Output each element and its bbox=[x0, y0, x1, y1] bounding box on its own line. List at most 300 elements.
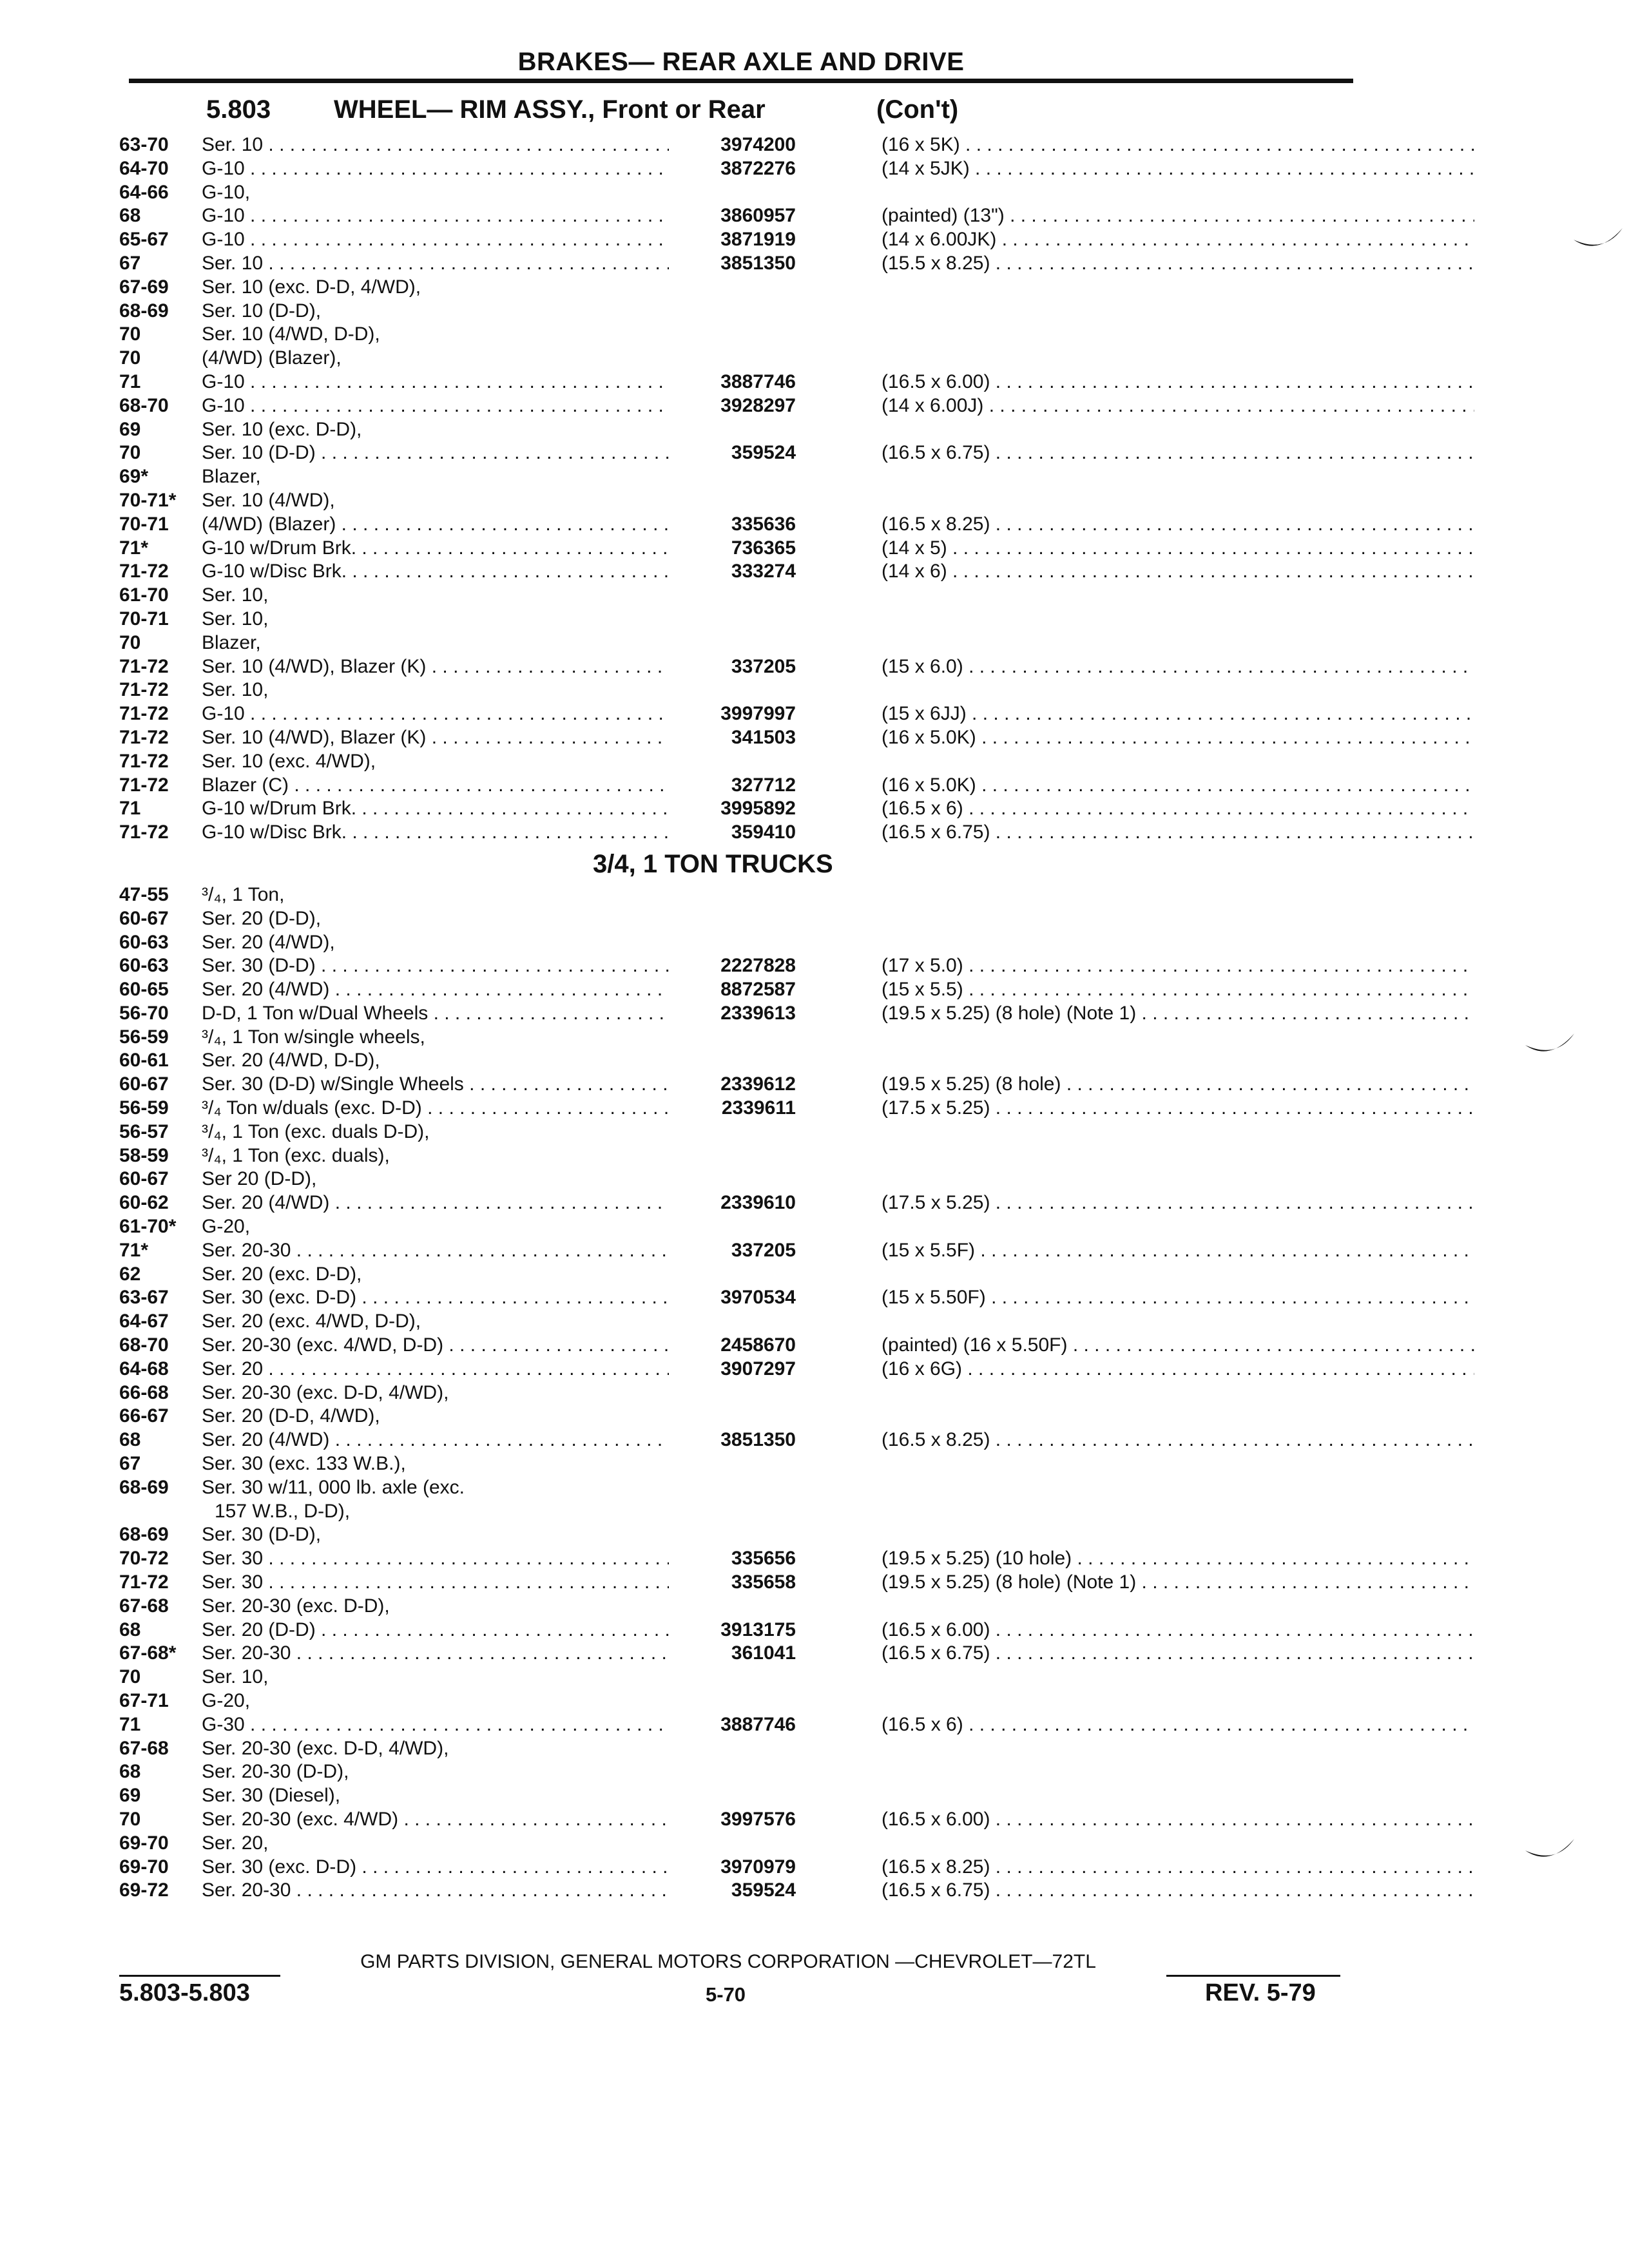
application-description: Ser. 30 (exc. D-D) . . . bbox=[202, 1856, 669, 1879]
parts-row bbox=[119, 1002, 1376, 1026]
part-number: 2339611 bbox=[721, 1097, 796, 1119]
part-number: 3997997 bbox=[720, 703, 796, 725]
application-description: Ser. 20 (4/WD) . . . bbox=[202, 1428, 669, 1452]
parts-row bbox=[119, 1452, 1376, 1476]
parts-row bbox=[119, 418, 1376, 442]
application-description: Ser. 30 (exc. 133 W.B.), bbox=[202, 1453, 406, 1475]
part-number: 736365 bbox=[731, 537, 796, 559]
application-description: Ser. 20 (4/WD) . . . bbox=[202, 1191, 669, 1215]
parts-row bbox=[119, 1856, 1376, 1879]
parts-row bbox=[119, 252, 1376, 276]
model-years: 69-70 bbox=[119, 1856, 169, 1878]
parts-row bbox=[119, 1334, 1376, 1358]
model-years: 71-72 bbox=[119, 822, 169, 843]
parts-row bbox=[119, 489, 1376, 513]
model-years: 68-70 bbox=[119, 394, 169, 416]
application-description: ³/₄, 1 Ton (exc. duals), bbox=[202, 1144, 390, 1166]
part-number: 335658 bbox=[731, 1571, 796, 1593]
model-years: 68-69 bbox=[119, 1524, 169, 1546]
application-description: Ser. 30 . . . bbox=[202, 1571, 669, 1595]
part-number: 333274 bbox=[731, 561, 796, 582]
wheel-size-note: (15 x 5.5F) . . . bbox=[882, 1239, 1474, 1263]
parts-row bbox=[119, 1381, 1376, 1405]
parts-row bbox=[119, 1713, 1376, 1737]
application-description: Ser. 10 (D-D), bbox=[202, 300, 322, 322]
part-number: 359524 bbox=[731, 1879, 796, 1901]
parts-row bbox=[119, 1760, 1376, 1784]
wheel-size-note: (16.5 x 6.75) . . . bbox=[882, 821, 1474, 845]
model-years: 63-70 bbox=[119, 134, 169, 155]
model-years: 71 bbox=[119, 1713, 141, 1735]
parts-row bbox=[119, 276, 1376, 300]
application-description: G-10 w/Drum Brk. . . . bbox=[202, 537, 669, 561]
parts-row bbox=[119, 441, 1376, 465]
model-years: 71-72 bbox=[119, 655, 169, 677]
wheel-size-note: (16.5 x 6.00) . . . bbox=[882, 370, 1474, 394]
wheel-size-note: (16.5 x 6.00) . . . bbox=[882, 1619, 1474, 1642]
model-years: 62 bbox=[119, 1263, 141, 1285]
model-years: 71* bbox=[119, 1239, 149, 1261]
parts-row bbox=[119, 1239, 1376, 1263]
binder-hole-mark bbox=[1524, 1031, 1576, 1061]
parts-row bbox=[119, 157, 1376, 181]
parts-row bbox=[119, 774, 1376, 798]
model-years: 69* bbox=[119, 466, 149, 488]
model-years: 70-71* bbox=[119, 489, 177, 511]
application-description: Ser. 20-30 (exc. D-D), bbox=[202, 1595, 390, 1617]
application-description: Ser. 30 (Diesel), bbox=[202, 1785, 341, 1807]
model-years: 70 bbox=[119, 1808, 141, 1830]
wheel-size-note: (19.5 x 5.25) (8 hole) (Note 1) . . . bbox=[882, 1571, 1474, 1595]
parts-row bbox=[119, 1832, 1376, 1856]
part-number: 3887746 bbox=[720, 370, 796, 392]
wheel-size-note: (painted) (13") . . . bbox=[882, 204, 1474, 228]
wheel-size-note: (14 x 6) . . . bbox=[882, 560, 1474, 584]
part-number: 3970534 bbox=[720, 1287, 796, 1309]
section-number: 5.803 bbox=[206, 95, 271, 124]
wheel-size-note: (19.5 x 5.25) (8 hole) . . . bbox=[882, 1073, 1474, 1097]
application-description: G-10 . . . bbox=[202, 157, 669, 181]
application-description: G-10 . . . bbox=[202, 394, 669, 418]
application-description: G-30 . . . bbox=[202, 1713, 669, 1737]
application-description: ³/₄, 1 Ton, bbox=[202, 883, 285, 905]
application-description: G-10 . . . bbox=[202, 702, 669, 726]
parts-row bbox=[119, 608, 1376, 631]
parts-row bbox=[119, 678, 1376, 702]
parts-row bbox=[119, 655, 1376, 679]
parts-row bbox=[119, 1168, 1376, 1191]
wheel-size-note: (16 x 5.0K) . . . bbox=[882, 774, 1474, 798]
application-description: 157 W.B., D-D), bbox=[215, 1500, 351, 1522]
model-years: 71-72 bbox=[119, 774, 169, 796]
wheel-size-note: (painted) (16 x 5.50F) . . . bbox=[882, 1334, 1474, 1358]
model-years: 70-71 bbox=[119, 608, 169, 629]
application-description: Ser. 20 (D-D), bbox=[202, 907, 322, 929]
application-description: Blazer, bbox=[202, 466, 261, 488]
parts-row bbox=[119, 323, 1376, 347]
parts-row bbox=[119, 1049, 1376, 1073]
application-description: G-10 . . . bbox=[202, 228, 669, 252]
application-description: Ser. 10 (4/WD), bbox=[202, 489, 335, 511]
parts-row bbox=[119, 1215, 1376, 1239]
part-number: 3970979 bbox=[720, 1856, 796, 1878]
parts-row bbox=[119, 1689, 1376, 1713]
section-heading bbox=[206, 95, 1366, 131]
application-description: G-20, bbox=[202, 1690, 251, 1711]
model-years: 68 bbox=[119, 1429, 141, 1451]
model-years: 56-59 bbox=[119, 1097, 169, 1119]
application-description: Ser. 20 (exc. 4/WD, D-D), bbox=[202, 1311, 421, 1332]
wheel-size-note: (16.5 x 6.75) . . . bbox=[882, 1642, 1474, 1666]
parts-row bbox=[119, 1619, 1376, 1642]
model-years: 61-70* bbox=[119, 1216, 177, 1238]
part-number: 3871919 bbox=[720, 229, 796, 251]
parts-row bbox=[119, 1642, 1376, 1666]
model-years: 68 bbox=[119, 1619, 141, 1640]
application-description: Ser. 20-30 (D-D), bbox=[202, 1761, 349, 1783]
application-description: Ser 20 (D-D), bbox=[202, 1168, 317, 1190]
model-years: 70-71 bbox=[119, 513, 169, 535]
model-years: 70 bbox=[119, 442, 141, 464]
parts-row bbox=[119, 750, 1376, 774]
application-description: ³/₄, 1 Ton w/single wheels, bbox=[202, 1026, 425, 1048]
footer-revision: REV. 5-79 bbox=[1205, 1979, 1316, 2006]
wheel-size-note: (16.5 x 8.25) . . . bbox=[882, 1856, 1474, 1879]
application-description: G-10 w/Drum Brk. . . . bbox=[202, 797, 669, 821]
parts-row bbox=[119, 465, 1376, 489]
application-description: Ser. 30 (exc. D-D) . . . bbox=[202, 1286, 669, 1310]
application-description: Ser. 30 (D-D), bbox=[202, 1524, 322, 1546]
model-years: 67-69 bbox=[119, 276, 169, 298]
parts-row bbox=[119, 1595, 1376, 1619]
model-years: 66-68 bbox=[119, 1381, 169, 1403]
application-description: Ser. 20 (4/WD, D-D), bbox=[202, 1050, 380, 1072]
application-description: D-D, 1 Ton w/Dual Wheels . . . bbox=[202, 1002, 669, 1026]
application-description: Ser. 10 (4/WD), Blazer (K) . . . bbox=[202, 655, 669, 679]
model-years: 67-68 bbox=[119, 1595, 169, 1617]
part-number: 335656 bbox=[731, 1548, 796, 1570]
parts-row bbox=[119, 584, 1376, 608]
model-years: 68 bbox=[119, 1761, 141, 1783]
parts-row bbox=[119, 1286, 1376, 1310]
part-number: 3995892 bbox=[720, 798, 796, 820]
model-years: 71* bbox=[119, 537, 149, 559]
wheel-size-note: (16.5 x 6) . . . bbox=[882, 797, 1474, 821]
wheel-size-note: (17 x 5.0) . . . bbox=[882, 954, 1474, 978]
wheel-size-note: (14 x 6.00J) . . . bbox=[882, 394, 1474, 418]
model-years: 68 bbox=[119, 205, 141, 227]
part-number: 2339612 bbox=[720, 1073, 796, 1095]
parts-row bbox=[119, 954, 1376, 978]
application-description: ³/₄, 1 Ton (exc. duals D-D), bbox=[202, 1120, 430, 1142]
model-years: 60-65 bbox=[119, 979, 169, 1001]
application-description: Ser. 20-30 (exc. D-D, 4/WD), bbox=[202, 1737, 449, 1759]
application-description: Ser. 20 (4/WD), bbox=[202, 931, 335, 953]
parts-row bbox=[119, 797, 1376, 821]
application-description: Ser. 20 (4/WD) . . . bbox=[202, 978, 669, 1002]
parts-row bbox=[119, 228, 1376, 252]
parts-row bbox=[119, 1358, 1376, 1381]
model-years: 70-72 bbox=[119, 1548, 169, 1570]
wheel-size-note: (16.5 x 6.00) . . . bbox=[882, 1808, 1474, 1832]
model-years: 65-67 bbox=[119, 229, 169, 251]
footer-corporation: GM PARTS DIVISION, GENERAL MOTORS CORPORATION —CHEVROLET—72TL bbox=[360, 1951, 1096, 1972]
binder-hole-mark bbox=[1572, 226, 1624, 255]
model-years: 67 bbox=[119, 252, 141, 274]
parts-row bbox=[119, 1571, 1376, 1595]
wheel-size-note: (15 x 6.0) . . . bbox=[882, 655, 1474, 679]
parts-row bbox=[119, 1405, 1376, 1428]
application-description: ³/₄ Ton w/duals (exc. D-D) . . . bbox=[202, 1097, 669, 1120]
model-years: 71-72 bbox=[119, 1571, 169, 1593]
parts-row bbox=[119, 1500, 1376, 1524]
wheel-size-note: (15 x 6JJ) . . . bbox=[882, 702, 1474, 726]
parts-row bbox=[119, 370, 1376, 394]
application-description: Ser. 30 . . . bbox=[202, 1547, 669, 1571]
wheel-size-note: (14 x 5) . . . bbox=[882, 537, 1474, 561]
parts-row bbox=[119, 560, 1376, 584]
application-description: Blazer, bbox=[202, 631, 261, 653]
application-description: Ser. 20 (exc. D-D), bbox=[202, 1263, 362, 1285]
model-years: 63-67 bbox=[119, 1287, 169, 1309]
application-description: Ser. 10, bbox=[202, 679, 269, 701]
wheel-size-note: (16 x 5K) . . . bbox=[882, 133, 1474, 157]
application-description: Ser. 20-30 (exc. 4/WD, D-D) . . . bbox=[202, 1334, 669, 1358]
parts-row bbox=[119, 1120, 1376, 1144]
part-number: 3913175 bbox=[720, 1619, 796, 1640]
part-number: 327712 bbox=[731, 774, 796, 796]
parts-row bbox=[119, 907, 1376, 931]
application-description: Ser. 10 (exc. 4/WD), bbox=[202, 750, 376, 772]
parts-row bbox=[119, 1428, 1376, 1452]
part-number: 3851350 bbox=[720, 252, 796, 274]
model-years: 71-72 bbox=[119, 750, 169, 772]
subheading-row bbox=[119, 845, 1376, 883]
application-description: Ser. 20-30 . . . bbox=[202, 1642, 669, 1666]
part-number: 2227828 bbox=[720, 955, 796, 977]
parts-row bbox=[119, 513, 1376, 537]
application-description: Ser. 20 (D-D) . . . bbox=[202, 1619, 669, 1642]
model-years: 71-72 bbox=[119, 703, 169, 725]
parts-row bbox=[119, 537, 1376, 561]
model-years: 67-71 bbox=[119, 1690, 169, 1711]
parts-row bbox=[119, 1737, 1376, 1761]
application-description: Ser. 10 . . . bbox=[202, 252, 669, 276]
wheel-size-note: (19.5 x 5.25) (10 hole) . . . bbox=[882, 1547, 1474, 1571]
parts-row bbox=[119, 931, 1376, 955]
model-years: 71-72 bbox=[119, 726, 169, 748]
part-number: 361041 bbox=[731, 1642, 796, 1664]
parts-row bbox=[119, 1523, 1376, 1547]
application-description: Ser. 20-30 (exc. 4/WD) . . . bbox=[202, 1808, 669, 1832]
wheel-size-note: (16 x 5.0K) . . . bbox=[882, 726, 1474, 750]
application-description: Ser. 30 w/11, 000 lb. axle (exc. bbox=[202, 1476, 465, 1498]
application-description: Ser. 20, bbox=[202, 1832, 269, 1854]
parts-row bbox=[119, 1666, 1376, 1689]
model-years: 69-72 bbox=[119, 1879, 169, 1901]
application-description: Ser. 20-30 . . . bbox=[202, 1239, 669, 1263]
parts-row bbox=[119, 181, 1376, 205]
parts-row bbox=[119, 883, 1376, 907]
application-description: Ser. 20 (D-D, 4/WD), bbox=[202, 1405, 380, 1427]
model-years: 60-63 bbox=[119, 931, 169, 953]
part-number: 8872587 bbox=[720, 979, 796, 1001]
wheel-size-note: (16.5 x 8.25) . . . bbox=[882, 1428, 1474, 1452]
application-description: (4/WD) (Blazer), bbox=[202, 347, 342, 369]
wheel-size-note: (14 x 6.00JK) . . . bbox=[882, 228, 1474, 252]
part-number: 337205 bbox=[731, 655, 796, 677]
model-years: 61-70 bbox=[119, 584, 169, 606]
model-years: 60-67 bbox=[119, 1073, 169, 1095]
parts-row bbox=[119, 347, 1376, 370]
model-years: 68-69 bbox=[119, 1476, 169, 1498]
part-number: 2339610 bbox=[720, 1192, 796, 1214]
parts-row bbox=[119, 631, 1376, 655]
application-description: Ser. 10, bbox=[202, 584, 269, 606]
application-description: G-10 w/Disc Brk. . . . bbox=[202, 821, 669, 845]
application-description: Ser. 10 (exc. D-D, 4/WD), bbox=[202, 276, 421, 298]
model-years: 67-68 bbox=[119, 1737, 169, 1759]
model-years: 60-67 bbox=[119, 1168, 169, 1190]
application-description: Ser. 10 (exc. D-D), bbox=[202, 418, 362, 440]
model-years: 70 bbox=[119, 1666, 141, 1688]
application-description: Ser. 20-30 . . . bbox=[202, 1879, 669, 1903]
model-years: 64-66 bbox=[119, 181, 169, 203]
model-years: 58-59 bbox=[119, 1144, 169, 1166]
parts-row bbox=[119, 394, 1376, 418]
application-description: Ser. 10, bbox=[202, 1666, 269, 1688]
parts-row bbox=[119, 1191, 1376, 1215]
part-number: 337205 bbox=[731, 1239, 796, 1261]
section-title: WHEEL— RIM ASSY., Front or Rear bbox=[334, 95, 766, 124]
part-number: 3974200 bbox=[720, 134, 796, 155]
parts-row bbox=[119, 821, 1376, 845]
parts-row bbox=[119, 1263, 1376, 1287]
model-years: 56-70 bbox=[119, 1002, 169, 1024]
footer-section-range: 5.803-5.803 bbox=[119, 1979, 250, 2006]
application-description: G-10 . . . bbox=[202, 370, 669, 394]
binder-hole-mark bbox=[1524, 1836, 1576, 1866]
parts-row bbox=[119, 1808, 1376, 1832]
application-description: Ser. 30 (D-D) w/Single Wheels . . . bbox=[202, 1073, 669, 1097]
part-number: 359410 bbox=[731, 822, 796, 843]
parts-row bbox=[119, 1547, 1376, 1571]
application-description: G-10 . . . bbox=[202, 204, 669, 228]
part-number: 341503 bbox=[731, 726, 796, 748]
model-years: 56-59 bbox=[119, 1026, 169, 1048]
wheel-size-note: (15 x 5.5) . . . bbox=[882, 978, 1474, 1002]
model-years: 69 bbox=[119, 1785, 141, 1807]
footer-rule-left bbox=[119, 1975, 280, 1977]
parts-row bbox=[119, 1026, 1376, 1050]
page-header-title: BRAKES— REAR AXLE AND DRIVE bbox=[517, 48, 965, 76]
model-years: 60-62 bbox=[119, 1192, 169, 1214]
wheel-size-note: (14 x 5JK) . . . bbox=[882, 157, 1474, 181]
application-description: Ser. 10 (D-D) . . . bbox=[202, 441, 669, 465]
application-description: Ser. 30 (D-D) . . . bbox=[202, 954, 669, 978]
wheel-size-note: (16.5 x 6.75) . . . bbox=[882, 441, 1474, 465]
wheel-size-note: (16.5 x 6) . . . bbox=[882, 1713, 1474, 1737]
wheel-size-note: (15.5 x 8.25) . . . bbox=[882, 252, 1474, 276]
model-years: 60-63 bbox=[119, 955, 169, 977]
model-years: 70 bbox=[119, 631, 141, 653]
header-rule bbox=[129, 79, 1353, 83]
parts-row bbox=[119, 726, 1376, 750]
application-description: Blazer (C) . . . bbox=[202, 774, 669, 798]
part-number: 3851350 bbox=[720, 1429, 796, 1451]
parts-row bbox=[119, 300, 1376, 323]
model-years: 69-70 bbox=[119, 1832, 169, 1854]
wheel-size-note: (16 x 6G) . . . bbox=[882, 1358, 1474, 1381]
parts-row bbox=[119, 702, 1376, 726]
parts-list bbox=[119, 133, 1376, 1903]
application-description: Ser. 10, bbox=[202, 608, 269, 629]
application-description: Ser. 20 . . . bbox=[202, 1358, 669, 1381]
model-years: 69 bbox=[119, 418, 141, 440]
part-number: 3907297 bbox=[720, 1358, 796, 1379]
part-number: 2339613 bbox=[720, 1002, 796, 1024]
application-description: (4/WD) (Blazer) . . . bbox=[202, 513, 669, 537]
parts-row bbox=[119, 978, 1376, 1002]
model-years: 60-67 bbox=[119, 907, 169, 929]
model-years: 64-70 bbox=[119, 157, 169, 179]
truck-class-subheading: 3/4, 1 TON TRUCKS bbox=[593, 849, 833, 878]
parts-row bbox=[119, 204, 1376, 228]
parts-row bbox=[119, 133, 1376, 157]
wheel-size-note: (17.5 x 5.25) . . . bbox=[882, 1097, 1474, 1120]
wheel-size-note: (17.5 x 5.25) . . . bbox=[882, 1191, 1474, 1215]
model-years: 47-55 bbox=[119, 883, 169, 905]
application-description: Ser. 10 (4/WD, D-D), bbox=[202, 323, 380, 345]
model-years: 64-67 bbox=[119, 1311, 169, 1332]
application-description: G-10, bbox=[202, 181, 251, 203]
model-years: 71 bbox=[119, 370, 141, 392]
model-years: 68-70 bbox=[119, 1334, 169, 1356]
footer-rule-right bbox=[1166, 1975, 1340, 1977]
application-description: G-10 w/Disc Brk. . . . bbox=[202, 560, 669, 584]
part-number: 3997576 bbox=[720, 1808, 796, 1830]
model-years: 64-68 bbox=[119, 1358, 169, 1379]
parts-row bbox=[119, 1310, 1376, 1334]
model-years: 56-57 bbox=[119, 1120, 169, 1142]
section-continued: (Con't) bbox=[876, 95, 959, 124]
model-years: 66-67 bbox=[119, 1405, 169, 1427]
application-description: Ser. 10 (4/WD), Blazer (K) . . . bbox=[202, 726, 669, 750]
model-years: 71 bbox=[119, 798, 141, 820]
wheel-size-note: (16.5 x 6.75) . . . bbox=[882, 1879, 1474, 1903]
parts-row bbox=[119, 1476, 1376, 1500]
wheel-size-note: (16.5 x 8.25) . . . bbox=[882, 513, 1474, 537]
part-number: 2458670 bbox=[720, 1334, 796, 1356]
model-years: 70 bbox=[119, 347, 141, 369]
part-number: 359524 bbox=[731, 442, 796, 464]
model-years: 60-61 bbox=[119, 1050, 169, 1072]
part-number: 3928297 bbox=[720, 394, 796, 416]
parts-row bbox=[119, 1144, 1376, 1168]
model-years: 71-72 bbox=[119, 679, 169, 701]
application-description: G-20, bbox=[202, 1216, 251, 1238]
model-years: 71-72 bbox=[119, 561, 169, 582]
part-number: 3887746 bbox=[720, 1713, 796, 1735]
wheel-size-note: (15 x 5.50F) . . . bbox=[882, 1286, 1474, 1310]
application-description: Ser. 20-30 (exc. D-D, 4/WD), bbox=[202, 1381, 449, 1403]
footer-page-number: 5-70 bbox=[706, 1983, 746, 2006]
parts-row bbox=[119, 1073, 1376, 1097]
parts-row bbox=[119, 1784, 1376, 1808]
part-number: 335636 bbox=[731, 513, 796, 535]
parts-row bbox=[119, 1097, 1376, 1120]
model-years: 67 bbox=[119, 1453, 141, 1475]
